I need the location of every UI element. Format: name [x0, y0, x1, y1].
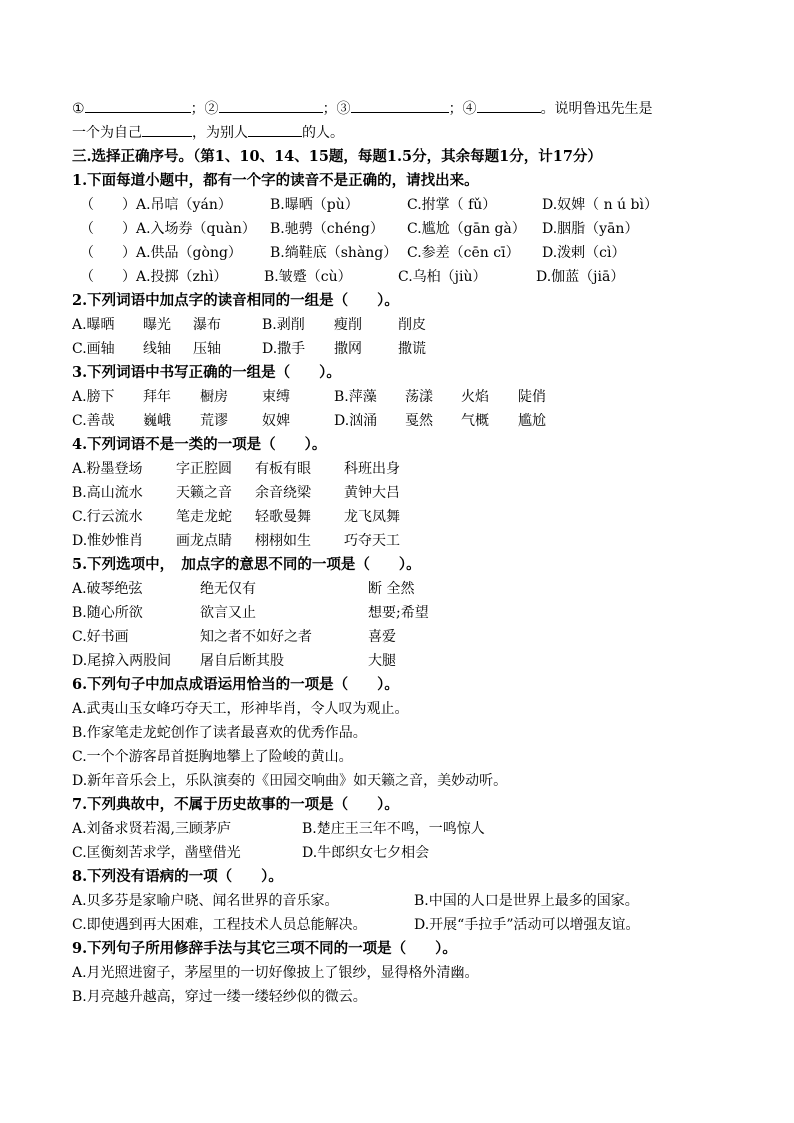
idiom: A.粉墨登场 [72, 461, 143, 477]
blank-label-1: ① [72, 101, 85, 117]
word: 陡俏 [518, 389, 546, 405]
word: 线轴 [143, 341, 171, 357]
word: 压轴 [193, 341, 221, 357]
meaning: 想要;希望 [368, 605, 429, 621]
phrase: 屠自后断其股 [200, 653, 284, 669]
question-1-row [72, 217, 754, 241]
question-2-row [72, 337, 754, 361]
question-7-row [72, 841, 754, 865]
sentence-part-a: 一个为自己 [72, 125, 142, 141]
option: D.牛郎织女七夕相会 [302, 845, 430, 861]
idiom: 天籁之音 [176, 485, 232, 501]
word: B.萍藻 [334, 389, 377, 405]
idiom: 字正腔圆 [176, 461, 232, 477]
word: 奴婢 [262, 413, 290, 429]
idiom: 轻歌曼舞 [255, 509, 311, 525]
option-a: （ ）A.供品（gòng） [80, 245, 242, 261]
option-b: B.绱鞋底（shàng） [270, 245, 398, 261]
blank-label-3: ；③ [322, 101, 351, 117]
word: B.剥削 [262, 317, 305, 333]
word: 戛然 [405, 413, 433, 429]
question-5-row [72, 625, 754, 649]
phrase: 欲言又止 [200, 605, 256, 621]
option-c: C.尴尬（gān gà） [407, 221, 526, 237]
word: A.曝晒 [72, 317, 115, 333]
question-8-row [72, 889, 754, 913]
phrase: B.随心所欲 [72, 605, 143, 621]
answer-blank-6[interactable] [248, 121, 302, 137]
question-7-row [72, 817, 754, 841]
word: 巍峨 [143, 413, 171, 429]
option-a: （ ）A.投掷（zhì） [80, 269, 228, 285]
question-1-row [72, 241, 754, 265]
blank-label-2: ；② [190, 101, 219, 117]
word: 尴尬 [518, 413, 546, 429]
question-6-option: B.作家笔走龙蛇创作了读者最喜欢的优秀作品。 [72, 725, 367, 741]
word: 橱房 [200, 389, 228, 405]
meaning: 喜爱 [368, 629, 396, 645]
option-a: （ ）A.入场券（quàn） [80, 221, 256, 237]
idiom: 有板有眼 [255, 461, 311, 477]
question-5-row [72, 649, 754, 673]
question-9-option: A.月光照进窗子，茅屋里的一切好像披上了银纱，显得格外清幽。 [72, 965, 479, 981]
option-d: D.胭脂（yān） [542, 221, 639, 237]
question-4-row [72, 505, 754, 529]
word: 曝光 [143, 317, 171, 333]
phrase: 知之者不如好之者 [200, 629, 312, 645]
answer-blank-3[interactable] [351, 97, 449, 113]
option: C.即使遇到再大困难，工程技术人员总能解决。 [72, 917, 367, 933]
question-1-title: 1.下面每道小题中，都有一个字的读音不是正确的，请找出来。 [72, 172, 479, 189]
question-6-option: A.武夷山玉女峰巧夺天工，形神毕肖，令人叹为观止。 [72, 701, 409, 717]
option: D.开展“手拉手”活动可以增强友谊。 [414, 917, 640, 933]
question-1-row [72, 265, 754, 289]
question-3-title: 3.下列词语中书写正确的一组是（ ）。 [72, 364, 341, 381]
word: 撒谎 [398, 341, 426, 357]
question-9-title: 9.下列句子所用修辞手法与其它三项不同的一项是（ ）。 [72, 940, 457, 957]
section-heading: 三.选择正确序号。（第1、10、14、15题，每题1.5分，其余每题1分，计17分） [72, 148, 602, 165]
question-5-title: 5.下列选项中， 加点字的意思不同的一项是（ ）。 [72, 556, 421, 573]
question-8-title: 8.下列没有语病的一项（ ）。 [72, 868, 283, 885]
word: 撒网 [334, 341, 362, 357]
option-c: C.拊掌（ fǔ） [407, 197, 497, 213]
word: 荡漾 [405, 389, 433, 405]
answer-blank-2[interactable] [219, 97, 323, 113]
question-5-row [72, 601, 754, 625]
word: 荒谬 [200, 413, 228, 429]
option-b: B.皱蹙（cù） [264, 269, 352, 285]
option: C.匡衡刻苦求学，凿壁借光 [72, 845, 241, 861]
sentence-tail: 。说明鲁迅先生是 [540, 101, 653, 117]
question-4-title: 4.下列词语不是一类的一项是（ ）。 [72, 436, 327, 453]
word: C.画轴 [72, 341, 115, 357]
question-2-row [72, 313, 754, 337]
phrase: 绝无仅有 [200, 581, 256, 597]
word: 削皮 [398, 317, 426, 333]
option: B.中国的人口是世界上最多的国家。 [414, 893, 639, 909]
idiom: 黄钟大吕 [344, 485, 400, 501]
question-4-row [72, 529, 754, 553]
option-d: D.泼剌（cì） [542, 245, 626, 261]
idiom: B.高山流水 [72, 485, 143, 501]
question-3-row [72, 385, 754, 409]
idiom: 科班出身 [344, 461, 400, 477]
meaning: 断 全然 [368, 581, 415, 597]
fill-in-line-2 [72, 121, 754, 145]
blank-label-4: ；④ [448, 101, 477, 117]
option-b: B.曝晒（pù） [270, 197, 359, 213]
fill-in-line-1 [72, 97, 754, 121]
phrase: D.尾揜入两股间 [72, 653, 172, 669]
word: 火焰 [461, 389, 489, 405]
option-a: （ ）A.吊唁（yán） [80, 197, 232, 213]
idiom: 画龙点睛 [176, 533, 232, 549]
answer-blank-1[interactable] [85, 97, 191, 113]
idiom: 笔走龙蛇 [176, 509, 232, 525]
idiom: 巧夺天工 [344, 533, 400, 549]
question-4-row [72, 457, 754, 481]
idiom: D.惟妙惟肖 [72, 533, 144, 549]
option: A.刘备求贤若渴,三顾茅庐 [72, 821, 232, 837]
question-7-title: 7.下列典故中，不属于历史故事的一项是（ ）。 [72, 796, 399, 813]
question-8-row [72, 913, 754, 937]
option-b: B.驰骋（chéng） [270, 221, 384, 237]
question-6-title: 6.下列句子中加点成语运用恰当的一项是（ ）。 [72, 676, 399, 693]
word: 瘦削 [334, 317, 362, 333]
option-d: D.奴婢（ n ú bì） [542, 197, 658, 213]
question-6-option: D.新年音乐会上，乐队演奏的《田园交响曲》如天籁之音，美妙动听。 [72, 773, 508, 789]
word: 拜年 [143, 389, 171, 405]
option: A.贝多芬是家喻户晓、闻名世界的音乐家。 [72, 893, 339, 909]
word: C.善哉 [72, 413, 115, 429]
word: 瀑布 [193, 317, 221, 333]
word: D.汹涌 [334, 413, 378, 429]
option: B.楚庄王三年不鸣，一鸣惊人 [302, 821, 485, 837]
word: 束缚 [262, 389, 290, 405]
question-2-title: 2.下列词语中加点字的读音相同的一组是（ ）。 [72, 292, 399, 309]
question-5-row [72, 577, 754, 601]
idiom: 余音绕梁 [255, 485, 311, 501]
question-9-option: B.月亮越升越高，穿过一缕一缕轻纱似的微云。 [72, 989, 367, 1005]
idiom: 龙飞凤舞 [344, 509, 400, 525]
meaning: 大腿 [368, 653, 396, 669]
question-3-row [72, 409, 754, 433]
option-d: D.伽蓝（jiā） [536, 269, 625, 285]
idiom: 栩栩如生 [255, 533, 311, 549]
word: D.撒手 [262, 341, 306, 357]
question-1-row [72, 193, 754, 217]
answer-blank-5[interactable] [142, 121, 192, 137]
word: A.膀下 [72, 389, 115, 405]
word: 气概 [461, 413, 489, 429]
answer-blank-4[interactable] [477, 97, 541, 113]
idiom: C.行云流水 [72, 509, 143, 525]
option-c: C.参差（cēn cī） [407, 245, 520, 261]
phrase: A.破琴绝弦 [72, 581, 143, 597]
question-4-row [72, 481, 754, 505]
phrase: C.好书画 [72, 629, 129, 645]
option-c: C.乌桕（jiù） [398, 269, 487, 285]
sentence-part-b: ，为别人 [192, 125, 248, 141]
sentence-part-c: 的人。 [302, 125, 344, 141]
question-6-option: C.一个个游客昂首挺胸地攀上了险峻的黄山。 [72, 749, 353, 765]
